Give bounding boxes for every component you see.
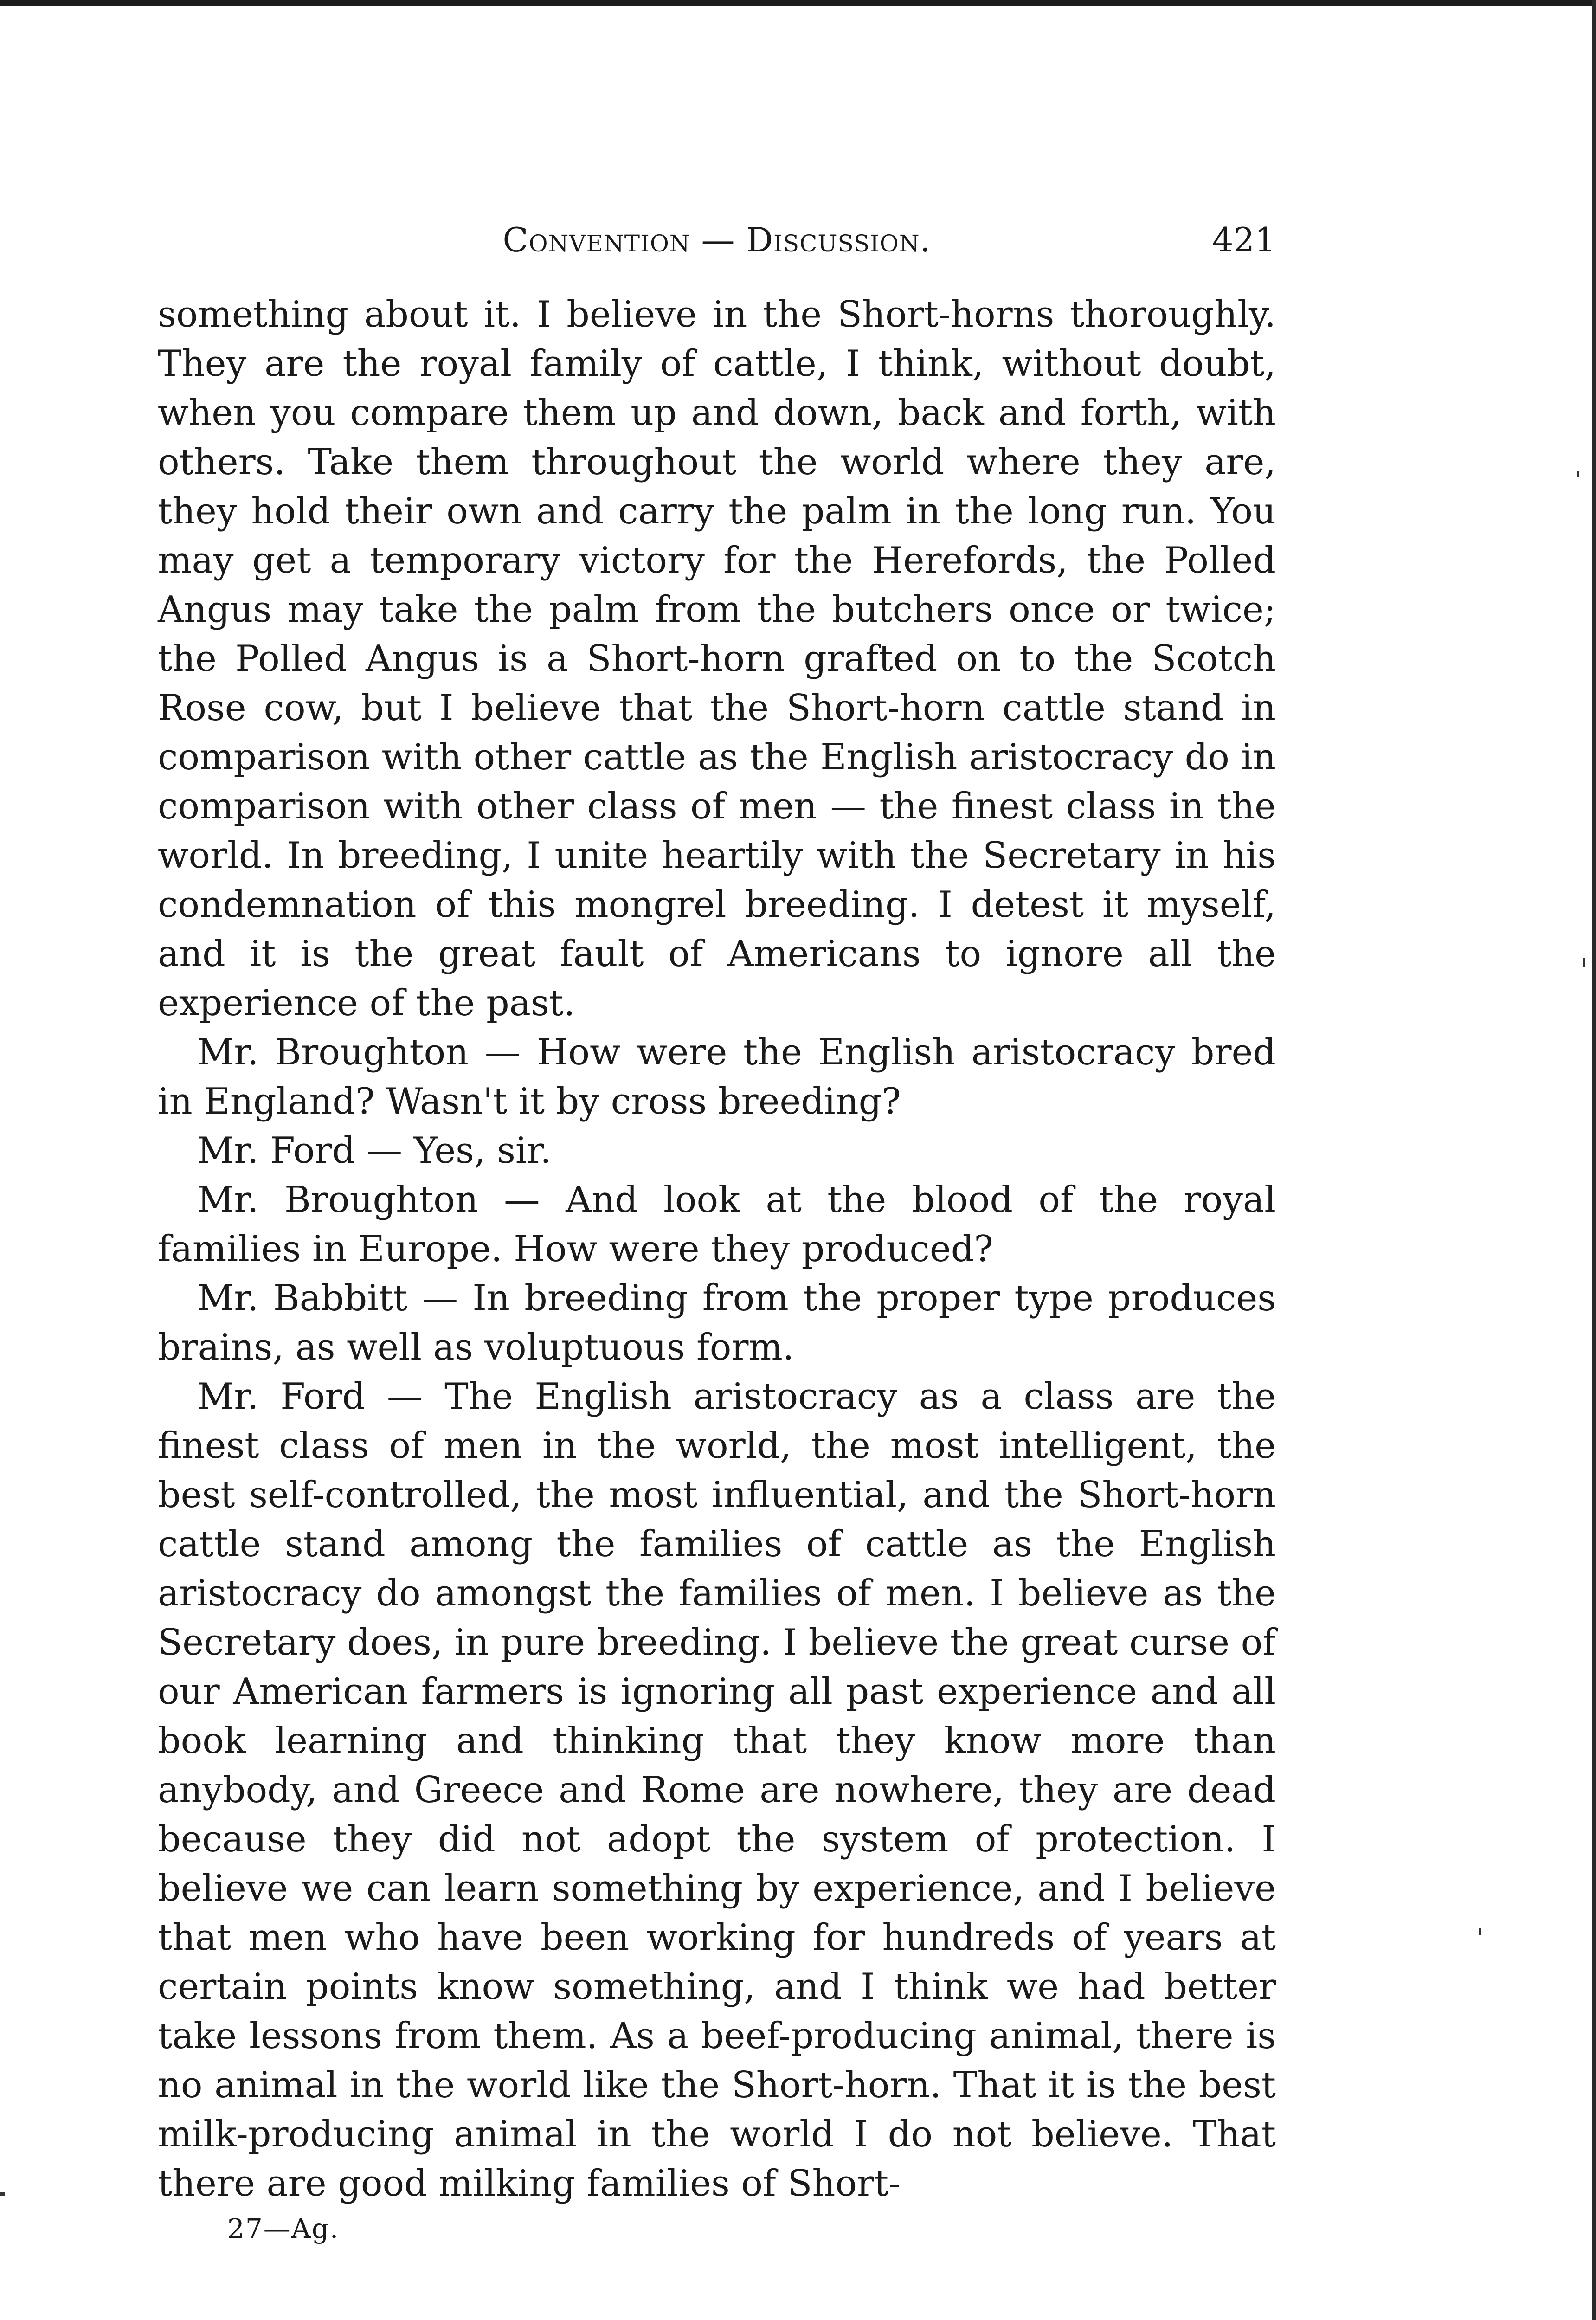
scan-border-right (1592, 0, 1596, 2320)
running-head (158, 211, 1276, 271)
scan-speck (1583, 958, 1585, 967)
signature-mark: 27—Ag. (227, 2213, 340, 2244)
scan-speck (0, 2192, 5, 2196)
paragraph-ford-reply: Mr. Ford — Yes, sir. (197, 1130, 552, 1172)
scan-border-top (0, 0, 1596, 6)
paragraph-broughton-question: Mr. Broughton — How were the English aristocracy bred in England? Wasn't it by cross breeding? (158, 1031, 1276, 1122)
paragraph-ford-aristocracy: Mr. Ford — The English aristocracy as a class are the finest class of men in the world, the most intelligent, the best self-controlled, the most influential, and the Short-horn cattle stand among the families of cattle as the English aristocracy do amongst the families of men. I believe as the Secretary does, in pure breeding. I believe the great curse of our American farmers is ignoring all past experience and all book learning and thinking that they know more than anybody, and Greece and Rome are nowhere, they are dead because they did not adopt the system of protection. I believe we can learn something by experience, and I believe that men who have been working for hundreds of years at certain points know something, and I think we had better take lessons from them. As a beef-producing animal, there is no animal in the world like the Short-horn. That it is the best milk-producing animal in the world I do not believe. That there are good milking families of Short- (158, 1376, 1276, 2204)
paragraph-broughton-royal: Mr. Broughton — And look at the blood of the royal families in Europe. How were they produced? (158, 1179, 1276, 1270)
book-page (158, 211, 1276, 2244)
scan-speck (1577, 471, 1579, 477)
scan-speck (1479, 1928, 1481, 1935)
running-title: Convention — Discussion. (502, 220, 931, 259)
paragraph-babbitt: Mr. Babbitt — In breeding from the proper type produces brains, as well as voluptuous form. (158, 1277, 1276, 1368)
body-text (158, 290, 1276, 2208)
page-number: 421 (1212, 220, 1276, 259)
paragraph-continuation: something about it. I believe in the Short-horns thoroughly. They are the royal family of cattle, I think, without doubt, when you compare them up and down, back and forth, with others. Take them throughout the world where they are, they hold their own and carry the palm in the long run. You may get a temporary victory for the Herefords, the Polled Angus may take the palm from the butchers once or twice; the Polled Angus is a Short-horn grafted on to the Scotch Rose cow, but I believe that the Short-horn cattle stand in comparison with other cattle as the English aristocracy do in comparison with other class of men — the finest class in the world. In breeding, I unite heartily with the Secretary in his condemnation of this mongrel breeding. I detest it myself, and it is the great fault of Americans to ignore all the experience of the past. (158, 294, 1276, 1024)
